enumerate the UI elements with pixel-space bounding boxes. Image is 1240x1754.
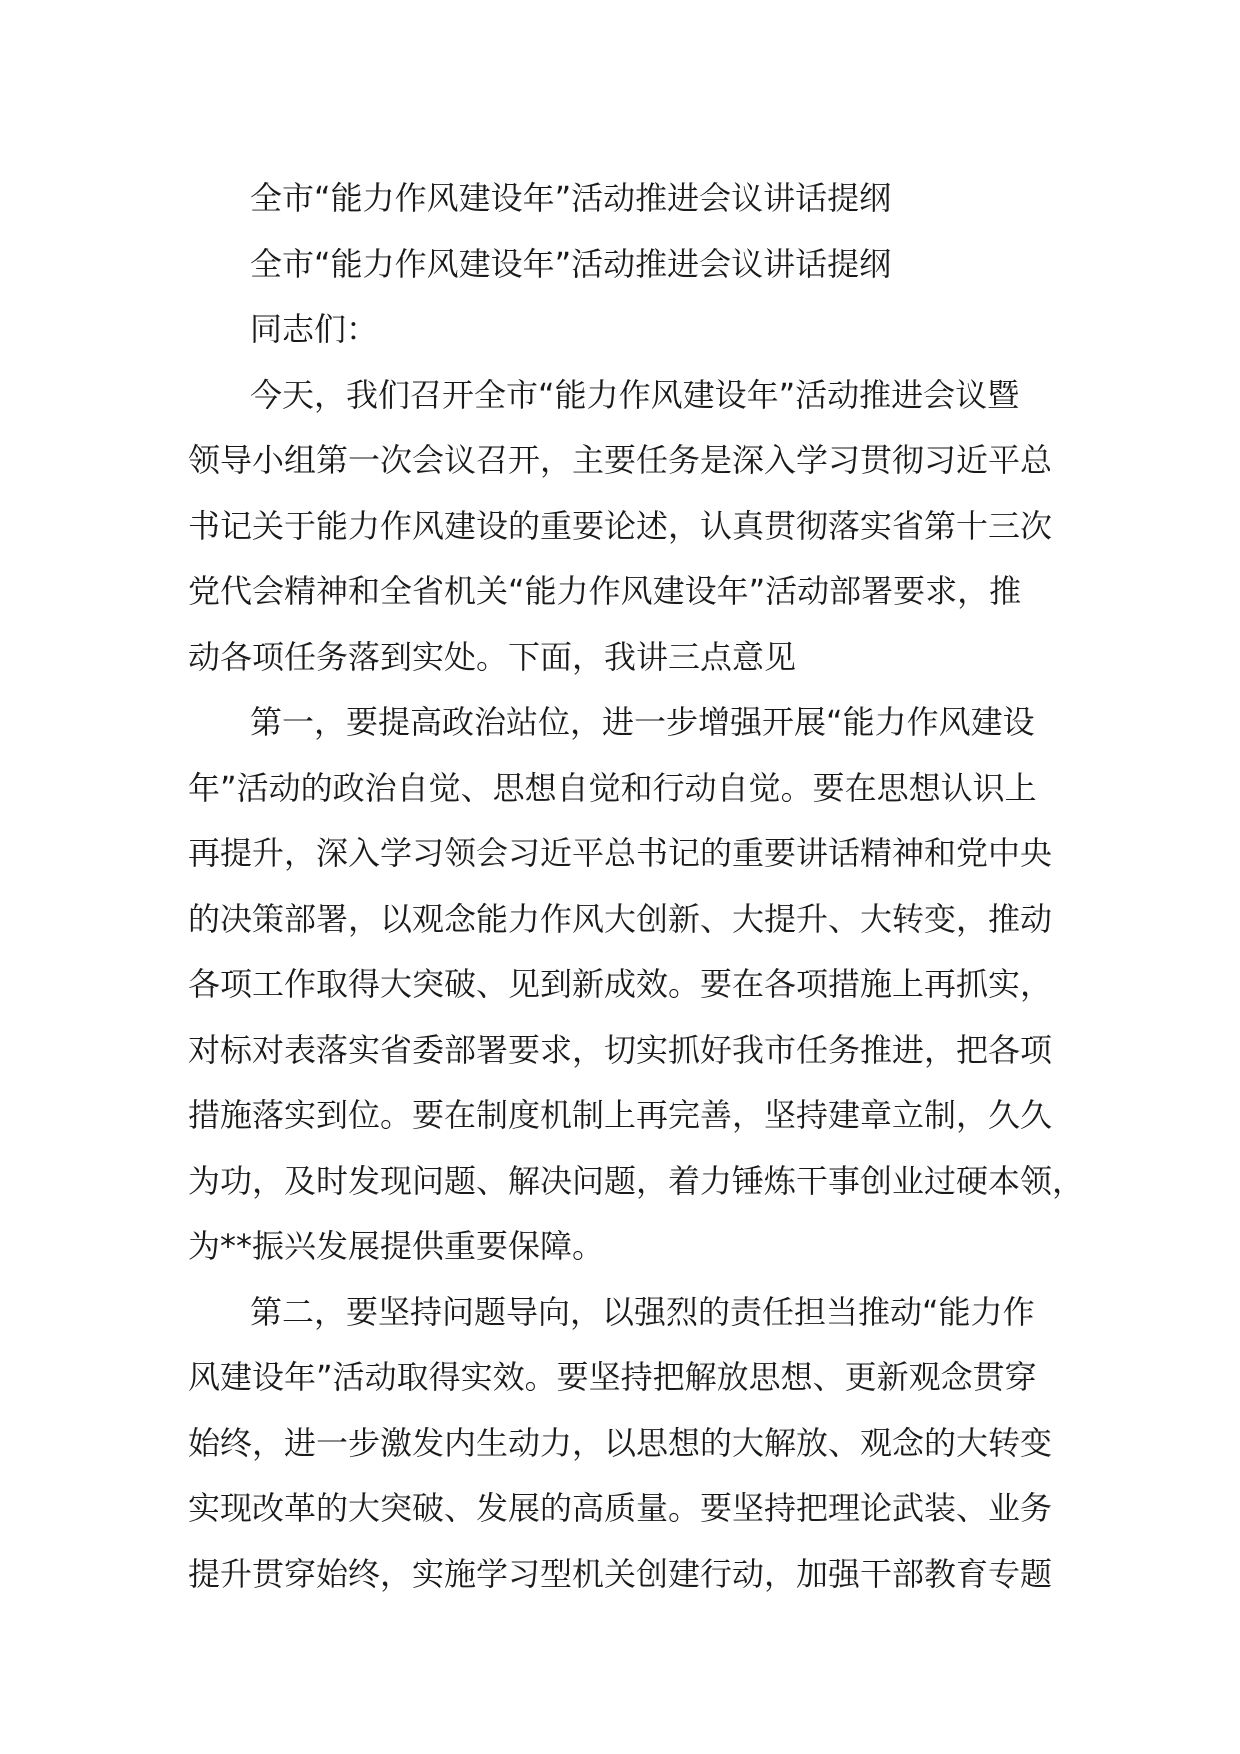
document-page xyxy=(188,166,1088,1607)
salutation: 同志们： xyxy=(250,310,379,348)
paragraph-line: 第一，要提高政治站位，进一步增强开展“能力作风建设 xyxy=(250,703,1035,741)
paragraph-line: 书记关于能力作风建设的重要论述，认真贯彻落实省第十三次 xyxy=(188,506,1053,545)
paragraph-line: 措施落实到位。要在制度机制上再完善，坚持建章立制，久久 xyxy=(188,1096,1053,1134)
paragraph-line: 再提升，深入学习领会习近平总书记的重要讲话精神和党中央 xyxy=(188,834,1053,872)
paragraph-line: 各项工作取得大突破、见到新成效。要在各项措施上再抓实， xyxy=(188,965,1053,1003)
paragraph-line: 领导小组第一次会议召开，主要任务是深入学习贯彻习近平总 xyxy=(188,441,1053,479)
paragraph-line: 今天，我们召开全市“能力作风建设年”活动推进会议暨 xyxy=(250,375,1020,414)
paragraph-line: 提升贯穿始终，实施学习型机关创建行动，加强干部教育专题 xyxy=(188,1554,1053,1593)
paragraph-point-one xyxy=(188,690,1088,1280)
paragraph-line: 的决策部署，以观念能力作风大创新、大提升、大转变，推动 xyxy=(188,899,1053,938)
paragraph-line: 年”活动的政治自觉、思想自觉和行动自觉。要在思想认识上 xyxy=(188,768,1037,807)
paragraph-line: 始终，进一步激发内生动力，以思想的大解放、观念的大转变 xyxy=(188,1423,1053,1462)
paragraph-line: 动各项任务落到实处。下面，我讲三点意见 xyxy=(188,637,797,676)
paragraph-line: 党代会精神和全省机关“能力作风建设年”活动部署要求，推 xyxy=(188,572,1022,610)
document-title-repeat: 全市“能力作风建设年”活动推进会议讲话提纲 xyxy=(250,244,892,283)
paragraph-line: 为功，及时发现问题、解决问题，着力锤炼干事创业过硬本领， xyxy=(188,1161,1085,1200)
paragraph-line: 风建设年”活动取得实效。要坚持把解放思想、更新观念贯穿 xyxy=(188,1358,1037,1396)
paragraph-line: 对标对表落实省委部署要求，切实抓好我市任务推进，把各项 xyxy=(188,1030,1053,1069)
paragraph-point-two xyxy=(188,1280,1088,1608)
paragraph-line: 第二，要坚持问题导向，以强烈的责任担当推动“能力作 xyxy=(250,1292,1035,1331)
paragraph-opening xyxy=(188,363,1088,691)
paragraph-line: 实现改革的大突破、发展的高质量。要坚持把理论武装、业务 xyxy=(188,1489,1053,1527)
document-title: 全市“能力作风建设年”活动推进会议讲话提纲 xyxy=(250,179,892,217)
paragraph-line: 为**振兴发展提供重要保障。 xyxy=(188,1227,605,1265)
